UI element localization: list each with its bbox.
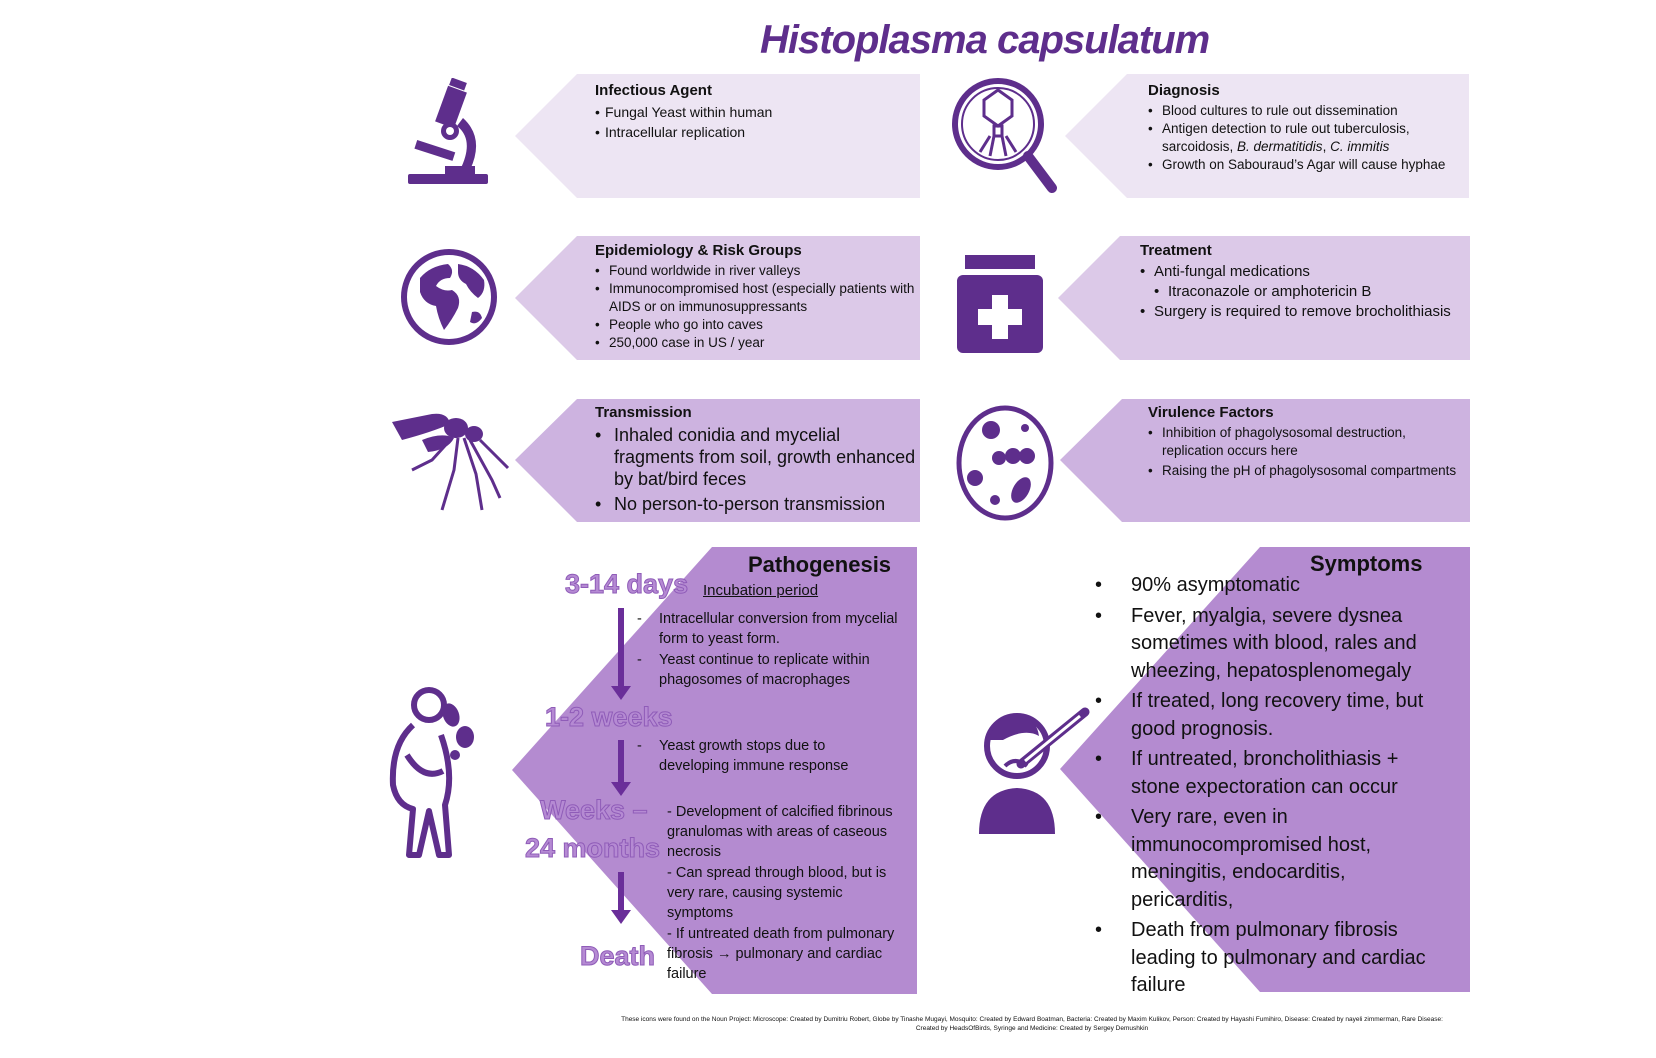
list-item: • Death from pulmonary fibrosis leading to pulmonary and cardiac failure [1095,917,1445,1000]
list-item: • Immunocompromised host (especially patients with AIDS or on immunosuppressants [595,280,917,316]
list-item: • Inhibition of phagolysosomal destruction, replication occurs here [1148,424,1460,460]
card-heading: Transmission [595,404,692,421]
list-item: • 90% asymptomatic [1095,572,1445,600]
stage-label: Weeks – [540,795,648,825]
list-item: • Blood cultures to rule out dissemination [1148,102,1448,120]
timeline-arrowhead [611,686,631,700]
transmission-card [515,399,920,522]
bacteria-icon [955,404,1055,522]
list-item: • Very rare, even in immunocompromised host, meningitis, endocarditis, pericarditis, [1095,804,1445,914]
incubation-label: Incubation period [703,582,819,599]
card-heading: Treatment [1140,242,1212,259]
symptoms-list [1095,572,1445,1000]
magnifier-icon [950,76,1060,198]
list-item: • Anti-fungal medications [1140,262,1460,282]
microscope-icon [405,78,495,193]
timeline-arrow [618,872,624,912]
list-item: • Growth on Sabouraud’s Agar will cause hyphae [1148,156,1448,174]
list-item: • Surgery is required to remove brocholithiasis [1140,302,1460,322]
stage-label: Death [580,941,656,971]
list-item: • No person-to-person transmission [595,493,917,515]
pathogenesis-step: Yeast growth stops due to developing immune response [659,738,849,774]
dash-marker: - [637,738,642,754]
epidemiology-card [515,236,920,360]
list-item: • 250,000 case in US / year [595,334,917,352]
timeline-arrow [618,740,624,784]
virulence-card [1060,399,1470,522]
dash-marker: - [637,611,642,627]
page-title: Histoplasma capsulatum [760,18,1210,62]
pathogenesis-step: Intracellular conversion from mycelial form to yeast form. [659,611,898,647]
treatment-card [1058,236,1470,360]
list-item: • Intracellular replication [595,122,915,142]
pathogenesis-heading: Pathogenesis [748,552,892,577]
dash-marker: - [637,652,642,668]
pathogenesis-step: - Development of calcified fibrinous granulomas with areas of caseous necrosis [667,804,893,860]
list-item: • Raising the pH of phagolysosomal compartments [1148,462,1460,480]
pathogenesis-step: Yeast continue to replicate within phagosomes of macrophages [659,652,870,688]
globe-icon [400,248,498,346]
card-heading: Epidemiology & Risk Groups [595,242,802,259]
list-item: • Inhaled conidia and mycelial fragments from soil, growth enhanced by bat/bird feces [595,424,917,490]
pathogenesis-step: - If untreated death from pulmonary fibrosis → pulmonary and cardiac failure [667,926,895,982]
list-item: • If treated, long recovery time, but good prognosis. [1095,688,1445,743]
diagnosis-card [1065,74,1469,198]
icon-credits: These icons were found on the Noun Project: Microscope: Created by Dumitriu Robert, Globe by Tinashe Mugayi, Mosquito: Created by Edward Boatman, Bacteria: Created by Maxim Kulikov, Person: Created by Hayashi Fumihiro, Disease: Created by nayeli zimmerman, Rare Disease: Created by HeadsOfBirds, Syringe and Medicine: Created by Sergey Demushkin [621,1016,1443,1032]
stage-label: 24 months [525,833,661,863]
timeline-arrow [618,608,624,688]
symptoms-heading: Symptoms [1310,551,1423,576]
patient-thermometer-icon [975,706,1095,836]
list-item: • Found worldwide in river valleys [595,262,917,280]
list-item: • People who go into caves [595,316,917,334]
pathogenesis-step: - Can spread through blood, but is very rare, causing systemic symptoms [667,865,887,921]
sick-person-icon [383,685,483,860]
stage-label: 1-2 weeks [545,702,673,732]
timeline-arrowhead [611,782,631,796]
mosquito-icon [392,410,512,515]
timeline-arrowhead [611,910,631,924]
card-heading: Virulence Factors [1148,404,1274,421]
list-item: • Antigen detection to rule out tuberculosis, sarcoidosis, B. dermatitidis, C. immitis [1148,120,1448,156]
medicine-jar-icon [955,255,1045,353]
card-heading: Diagnosis [1148,82,1220,99]
list-item: • Fever, myalgia, severe dysnea sometimes with blood, rales and wheezing, hepatosplenomegaly [1095,603,1445,686]
card-heading: Infectious Agent [595,82,712,99]
list-item: • If untreated, broncholithiasis + stone expectoration can occur [1095,746,1445,801]
list-item: • Itraconazole or amphotericin B [1140,282,1460,302]
list-item: • Fungal Yeast within human [595,102,915,122]
infectious-agent-card [515,74,920,198]
stage-label: 3-14 days [565,569,689,599]
